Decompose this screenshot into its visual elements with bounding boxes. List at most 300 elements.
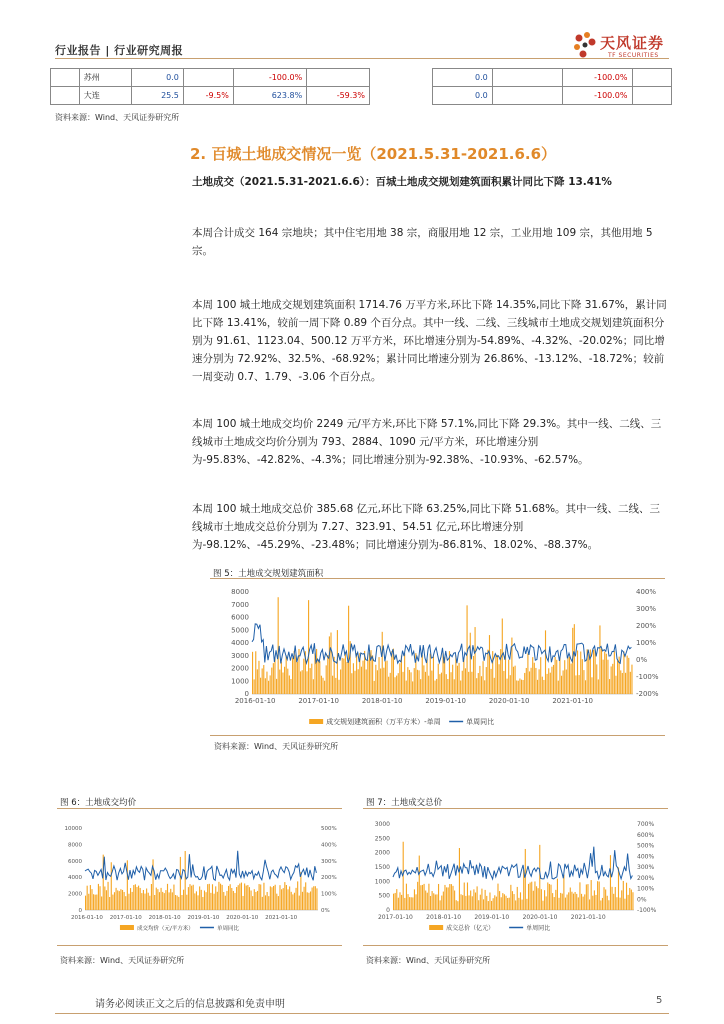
bar: [315, 886, 316, 910]
bar: [470, 891, 471, 910]
bar: [286, 885, 287, 910]
y-tick-label-left: 8000: [231, 588, 249, 596]
bar: [154, 895, 155, 910]
y-tick-label-right: 0%: [637, 896, 647, 904]
bar: [361, 667, 362, 694]
bar: [462, 671, 463, 694]
bar: [481, 676, 482, 694]
city-table-left: [50, 68, 370, 105]
bar: [393, 894, 394, 910]
bar: [178, 897, 179, 910]
bar: [255, 651, 256, 694]
bar: [487, 650, 488, 694]
bar: [436, 894, 437, 910]
bar: [249, 887, 250, 910]
bar: [116, 888, 117, 910]
bar: [112, 895, 113, 910]
bar: [127, 860, 128, 910]
city-cell: 大连: [79, 87, 131, 105]
bar: [114, 892, 115, 910]
bar: [425, 891, 426, 910]
x-tick-label: 2020-01-10: [488, 697, 530, 705]
bar: [513, 667, 514, 694]
bar: [415, 894, 416, 910]
bar: [268, 896, 269, 910]
bar: [583, 897, 584, 910]
bar: [353, 663, 354, 694]
y-tick-label-right: -200%: [636, 690, 659, 698]
legend-label: 单周同比: [526, 925, 551, 932]
bar: [593, 650, 594, 694]
bar: [499, 891, 500, 910]
bar: [207, 884, 208, 910]
bar: [523, 680, 524, 694]
y-tick-label-left: 2000: [374, 849, 390, 857]
bar: [570, 888, 571, 910]
bar: [475, 627, 476, 694]
figure-7-chart: [363, 812, 668, 940]
bar: [459, 663, 460, 694]
bar: [612, 664, 613, 694]
bar: [399, 663, 400, 694]
bar: [592, 896, 593, 910]
bar: [628, 658, 629, 694]
bar: [486, 667, 487, 694]
bar: [464, 883, 465, 910]
bar: [132, 892, 133, 910]
bar: [409, 670, 410, 694]
bar: [177, 896, 178, 910]
x-tick-label: 2018-01-10: [426, 914, 462, 921]
bar: [515, 666, 516, 694]
bar: [435, 895, 436, 911]
bar: [600, 900, 601, 910]
bar: [440, 900, 441, 910]
bar: [98, 884, 99, 910]
y-tick-label-left: 500: [378, 892, 390, 900]
bar: [556, 660, 557, 694]
bar: [251, 891, 252, 911]
bar: [550, 885, 551, 910]
bar: [366, 669, 367, 694]
bar: [106, 890, 107, 910]
bar: [327, 655, 328, 694]
bar: [244, 883, 245, 910]
bar: [183, 890, 184, 910]
report-category: 行业报告 | 行业研究周报: [55, 44, 184, 57]
bar: [504, 894, 505, 910]
bar: [525, 849, 526, 910]
bar: [596, 664, 597, 694]
figure-6-label: 图 6：土地成交均价: [60, 798, 137, 808]
bar: [404, 653, 405, 694]
bar: [188, 887, 189, 910]
bar: [108, 882, 109, 910]
bar: [550, 673, 551, 694]
bar: [540, 657, 541, 694]
bar: [286, 655, 287, 694]
bar: [119, 891, 120, 910]
bar: [354, 671, 355, 694]
section-title: 2. 百城土地成交情况一览（2021.5.31-2021.6.6）: [190, 145, 557, 163]
bar: [518, 681, 519, 694]
logo-text: 天风证券: [600, 34, 665, 52]
bar: [617, 661, 618, 694]
bar: [526, 668, 527, 694]
x-tick-label: 2017-01-10: [377, 914, 413, 921]
bar: [554, 897, 555, 910]
bar: [282, 673, 283, 694]
bar: [438, 884, 439, 910]
bar: [534, 881, 535, 910]
figure-6-chart: [57, 812, 342, 940]
bar: [524, 673, 525, 694]
bar: [136, 887, 137, 910]
bar: [459, 848, 460, 910]
bar: [383, 668, 384, 694]
x-tick-label: 2019-01-10: [474, 914, 510, 921]
bar: [374, 681, 375, 694]
bar: [204, 891, 205, 910]
bar: [538, 888, 539, 910]
bar: [329, 636, 330, 694]
bar: [348, 606, 349, 694]
bar: [620, 898, 621, 910]
bar: [334, 657, 335, 694]
bar: [614, 651, 615, 694]
bar: [473, 656, 474, 694]
bar: [395, 893, 396, 910]
bar: [299, 896, 300, 910]
bar: [508, 660, 509, 694]
bar: [193, 885, 194, 910]
bar: [401, 895, 402, 910]
bar: [242, 896, 243, 910]
bar: [451, 672, 452, 694]
series-line: [393, 847, 632, 879]
bar: [441, 673, 442, 694]
bar: [308, 600, 309, 694]
bar: [141, 893, 142, 910]
bar: [247, 885, 248, 910]
bar: [259, 884, 260, 910]
bar: [497, 884, 498, 910]
bar: [439, 674, 440, 694]
bar: [579, 675, 580, 694]
bar: [476, 678, 477, 694]
bar: [263, 665, 264, 694]
bar: [406, 884, 407, 910]
bar: [591, 677, 592, 694]
bar: [394, 677, 395, 694]
bar: [143, 890, 144, 910]
bar: [144, 894, 145, 910]
bar: [330, 633, 331, 694]
bar: [529, 671, 530, 694]
bar: [446, 674, 447, 694]
x-tick-label: 2016-01-10: [234, 697, 276, 705]
paragraph: 本周 100 城土地成交均价 2249 元/平方米,环比下降 57.1%,同比下降 29.3%。其中一线、二线、三线城市土地成交均价分别为 793、2884、1090 元/平方米，环比增速分别为-95.83%、-42.82%、-4.3%；同比增速分别为-92.38%、-10.93%、-62.57%。: [192, 418, 662, 466]
figure-5-label: 图 5：土地成交规划建筑面积: [213, 569, 324, 579]
bar: [492, 651, 493, 694]
y-tick-label-left: 1000: [374, 878, 390, 886]
bar: [607, 660, 608, 694]
y-tick-label-right: 400%: [637, 853, 655, 861]
bar: [238, 885, 239, 910]
bar: [283, 888, 284, 910]
bar: [257, 669, 258, 694]
bar: [559, 657, 560, 694]
page-number: 5: [656, 995, 663, 1006]
bar: [410, 672, 411, 694]
bar: [117, 890, 118, 910]
bar: [151, 884, 152, 910]
bar: [378, 657, 379, 694]
bar: [484, 680, 485, 694]
bar: [275, 885, 276, 910]
bar: [271, 668, 272, 694]
bar: [335, 678, 336, 694]
bar: [611, 666, 612, 694]
bar: [543, 680, 544, 694]
bar: [120, 889, 121, 910]
bar: [489, 892, 490, 910]
bar: [382, 632, 383, 694]
bar: [451, 884, 452, 910]
bar: [575, 675, 576, 694]
bar: [606, 654, 607, 694]
bar: [322, 678, 323, 694]
figure-7-label: 图 7：土地成交总价: [366, 798, 443, 808]
bar: [165, 890, 166, 910]
bar: [432, 891, 433, 910]
bar: [489, 635, 490, 694]
bar: [306, 671, 307, 694]
bar: [457, 666, 458, 694]
bar: [284, 667, 285, 694]
bar: [258, 661, 259, 694]
bar: [542, 677, 543, 694]
legend-label: 单周同比: [216, 926, 239, 932]
bar: [407, 894, 408, 910]
bar: [589, 899, 590, 910]
y-tick-label-left: 0: [78, 908, 82, 914]
bar: [502, 893, 503, 910]
bar: [521, 680, 522, 694]
bar: [477, 886, 478, 910]
bar: [342, 658, 343, 694]
bar: [608, 900, 609, 910]
bar: [563, 670, 564, 694]
bar: [621, 890, 622, 910]
x-tick-label: 2019-01-10: [187, 915, 220, 921]
bar: [170, 889, 171, 910]
bar: [616, 897, 617, 910]
bar: [594, 890, 595, 910]
table-row: 0.0 -100.0%: [433, 87, 672, 105]
bar: [276, 679, 277, 694]
bar: [499, 664, 500, 694]
bar: [547, 882, 548, 910]
city-cell: 苏州: [79, 69, 131, 87]
bar: [597, 881, 598, 910]
y-tick-label-left: 10000: [64, 826, 82, 832]
bar: [545, 630, 546, 694]
bar: [215, 886, 216, 910]
bar: [228, 886, 229, 910]
bar: [583, 670, 584, 694]
table-source: 资料来源：Wind、天风证券研究所: [55, 113, 180, 122]
bar: [104, 886, 105, 910]
bar: [456, 900, 457, 910]
bar: [424, 884, 425, 910]
y-tick-label-right: 100%: [636, 639, 657, 647]
bar: [362, 661, 363, 694]
bar: [576, 894, 577, 910]
y-tick-label-left: 3000: [374, 821, 390, 828]
bar: [310, 668, 311, 694]
bar: [338, 680, 339, 694]
bar: [199, 886, 200, 910]
y-tick-label-left: 4000: [231, 639, 249, 647]
bar: [302, 892, 303, 910]
disclaimer: 请务必阅读正文之后的信息披露和免责申明: [95, 999, 285, 1010]
bar: [578, 897, 579, 910]
bar: [562, 894, 563, 910]
bar: [579, 882, 580, 910]
bar: [568, 892, 569, 910]
bar: [270, 675, 271, 694]
legend-swatch-bars: [429, 925, 443, 930]
bar: [407, 667, 408, 694]
bar: [234, 893, 235, 910]
bar: [586, 884, 587, 910]
bar: [218, 882, 219, 910]
bar: [157, 889, 158, 910]
bar: [324, 681, 325, 694]
bar: [239, 884, 240, 910]
section-subhead: 土地成交（2021.5.31-2021.6.6）：百城土地成交规划建筑面积累计同比下降 13.41%: [192, 176, 612, 188]
bar: [370, 650, 371, 694]
bar: [172, 892, 173, 910]
bar: [169, 892, 170, 910]
y-tick-label-right: 400%: [321, 842, 337, 849]
bar: [220, 884, 221, 910]
bar: [404, 898, 405, 910]
bar: [519, 678, 520, 694]
bar: [268, 681, 269, 694]
y-tick-label-right: 0%: [321, 908, 330, 914]
bar: [273, 886, 274, 910]
bar: [512, 891, 513, 910]
bar: [620, 670, 621, 694]
bar: [603, 887, 604, 910]
legend-label: 成交规划建筑面积（万平方米）-单周: [326, 718, 441, 726]
bar: [278, 597, 279, 694]
bar: [631, 665, 632, 694]
bar: [255, 892, 256, 910]
y-tick-label-left: 1000: [231, 677, 249, 686]
y-tick-label-right: 600%: [637, 831, 655, 839]
bar: [433, 656, 434, 694]
bar: [472, 896, 473, 910]
bar: [281, 662, 282, 694]
x-tick-label: 2019-01-10: [425, 697, 467, 705]
y-tick-label-left: 1500: [374, 864, 390, 871]
bar: [265, 895, 266, 910]
bar: [542, 901, 543, 910]
brand-logo: [570, 30, 680, 60]
bar: [210, 893, 211, 910]
bar: [175, 895, 176, 910]
y-tick-label-left: 2000: [68, 891, 82, 898]
x-tick-label: 2021-01-10: [552, 697, 594, 705]
bar: [507, 898, 508, 910]
bar: [436, 679, 437, 694]
bar: [302, 670, 303, 694]
bar: [149, 896, 150, 910]
bar: [307, 892, 308, 910]
bar: [585, 680, 586, 694]
bar: [610, 855, 611, 910]
bar: [196, 891, 197, 910]
bar: [91, 889, 92, 910]
y-tick-label-right: 100%: [637, 885, 655, 893]
bar: [544, 890, 545, 910]
paragraph: 本周合计成交 164 宗地块；其中住宅用地 38 宗，商服用地 12 宗，工业用地 109 宗，其他用地 5 宗。: [192, 227, 653, 257]
bar: [613, 894, 614, 910]
legend-swatch-bars: [309, 719, 323, 724]
figure-5-chart: [210, 582, 665, 732]
bar: [582, 659, 583, 694]
bar: [398, 898, 399, 910]
bar: [468, 672, 469, 694]
bar: [191, 886, 192, 910]
bar: [418, 670, 419, 694]
bar: [580, 652, 581, 694]
bar: [159, 892, 160, 910]
bar: [485, 890, 486, 910]
bar: [391, 651, 392, 694]
bar: [266, 672, 267, 694]
bar: [130, 888, 131, 910]
y-tick-label-left: 8000: [68, 842, 82, 849]
bar: [189, 884, 190, 910]
y-tick-label-right: 300%: [636, 605, 657, 613]
bar: [313, 679, 314, 694]
bar: [546, 896, 547, 910]
y-tick-label-left: 3000: [231, 651, 249, 660]
legend-swatch-bars: [120, 925, 134, 930]
y-tick-label-left: 4000: [68, 875, 82, 882]
bar: [454, 891, 455, 911]
bar: [607, 896, 608, 910]
bar: [496, 897, 497, 910]
bar: [624, 899, 625, 910]
y-tick-label-right: -100%: [636, 673, 659, 681]
bar: [304, 887, 305, 910]
bar: [558, 681, 559, 694]
bar: [574, 624, 575, 694]
bar: [599, 882, 600, 910]
bar: [509, 898, 510, 910]
bar: [625, 673, 626, 694]
bar: [356, 653, 357, 694]
bar: [321, 676, 322, 694]
bar: [226, 891, 227, 910]
bar: [627, 656, 628, 694]
bar: [109, 897, 110, 910]
